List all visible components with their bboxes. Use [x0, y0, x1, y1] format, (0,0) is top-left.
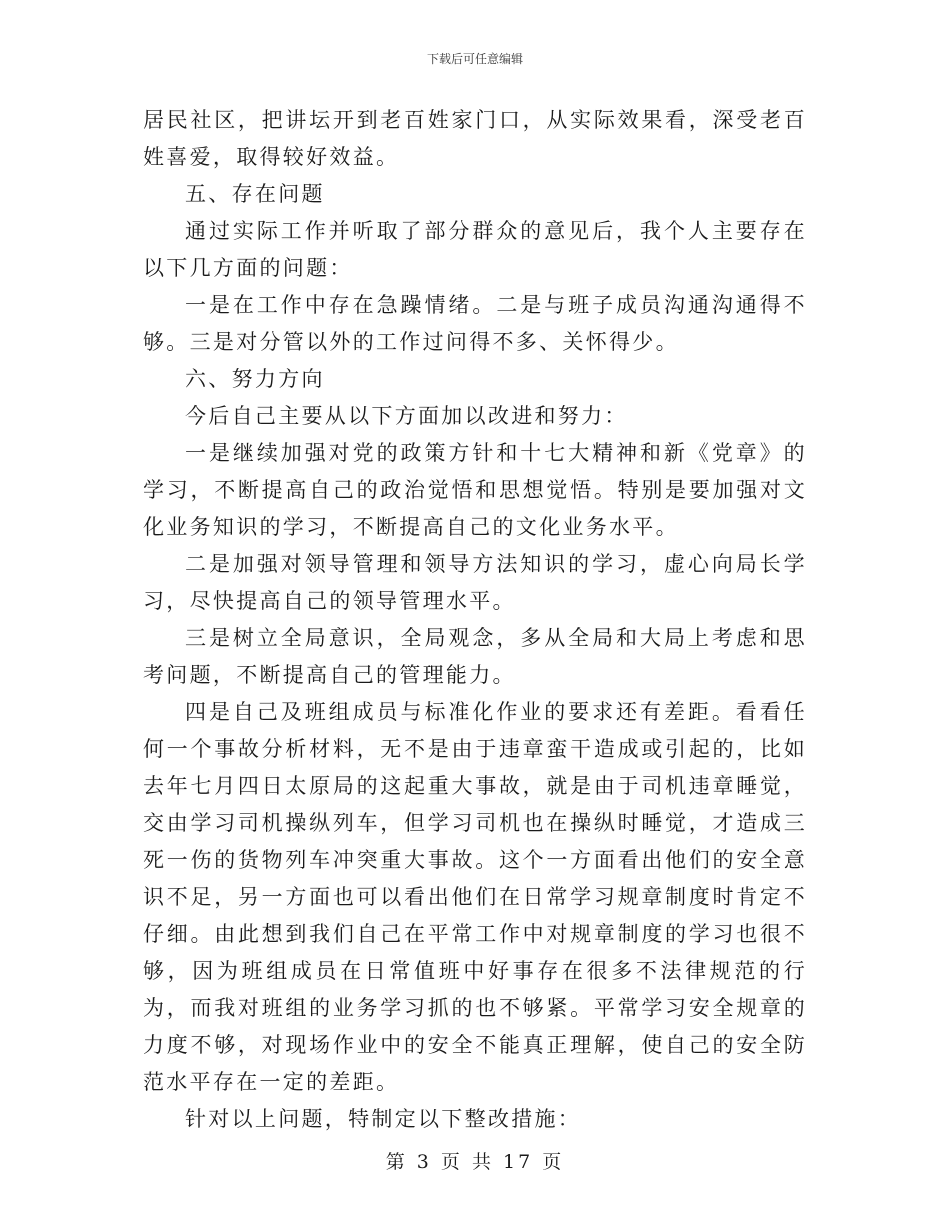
paragraph: 居民社区，把讲坛开到老百姓家门口，从实际效果看，深受老百姓喜爱，取得较好效益。	[143, 108, 807, 169]
page-header-note: 下载后可任意编辑	[426, 52, 523, 66]
document-body	[143, 102, 807, 1138]
paragraph: 三是树立全局意识，全局观念，多从全局和大局上考虑和思考问题，不断提高自己的管理能力。	[143, 626, 807, 687]
paragraph: 针对以上问题，特制定以下整改措施：	[185, 1107, 582, 1131]
paragraph: 一是在工作中存在急躁情绪。二是与班子成员沟通沟通得不够。三是对分管以外的工作过问得不多、关怀得少。	[143, 293, 807, 354]
section-heading-direction: 六、努力方向	[185, 367, 325, 391]
paragraph: 通过实际工作并听取了部分群众的意见后，我个人主要存在以下几方面的问题：	[143, 219, 807, 280]
paragraph: 二是加强对领导管理和领导方法知识的学习，虚心向局长学习，尽快提高自己的领导管理水平。	[143, 552, 807, 613]
paragraph: 一是继续加强对党的政策方针和十七大精神和新《党章》的学习，不断提高自己的政治觉悟和思想觉悟。特别是要加强对文化业务知识的学习，不断提高自己的文化业务水平。	[143, 441, 807, 539]
paragraph: 今后自己主要从以下方面加以改进和努力：	[185, 404, 628, 428]
page-number: 第 3 页 共 17 页	[385, 1151, 565, 1173]
paragraph: 四是自己及班组成员与标准化作业的要求还有差距。看看任何一个事故分析材料，无不是由于违章蛮干造成或引起的，比如去年七月四日太原局的这起重大事故，就是由于司机违章睡觉，交由学习司机操纵列车，但学习司机也在操纵时睡觉，才造成三死一伤的货物列车冲突重大事故。这个一方面看出他们的安全意识不足，另一方面也可以看出他们在日常学习规章制度时肯定不仔细。由此想到我们自己在平常工作中对规章制度的学习也很不够，因为班组成员在日常值班中好事存在很多不法律规范的行为，而我对班组的业务学习抓的也不够紧。平常学习安全规章的力度不够，对现场作业中的安全不能真正理解，使自己的安全防范水平存在一定的差距。	[143, 700, 807, 1094]
section-heading-problems: 五、存在问题	[185, 182, 325, 206]
